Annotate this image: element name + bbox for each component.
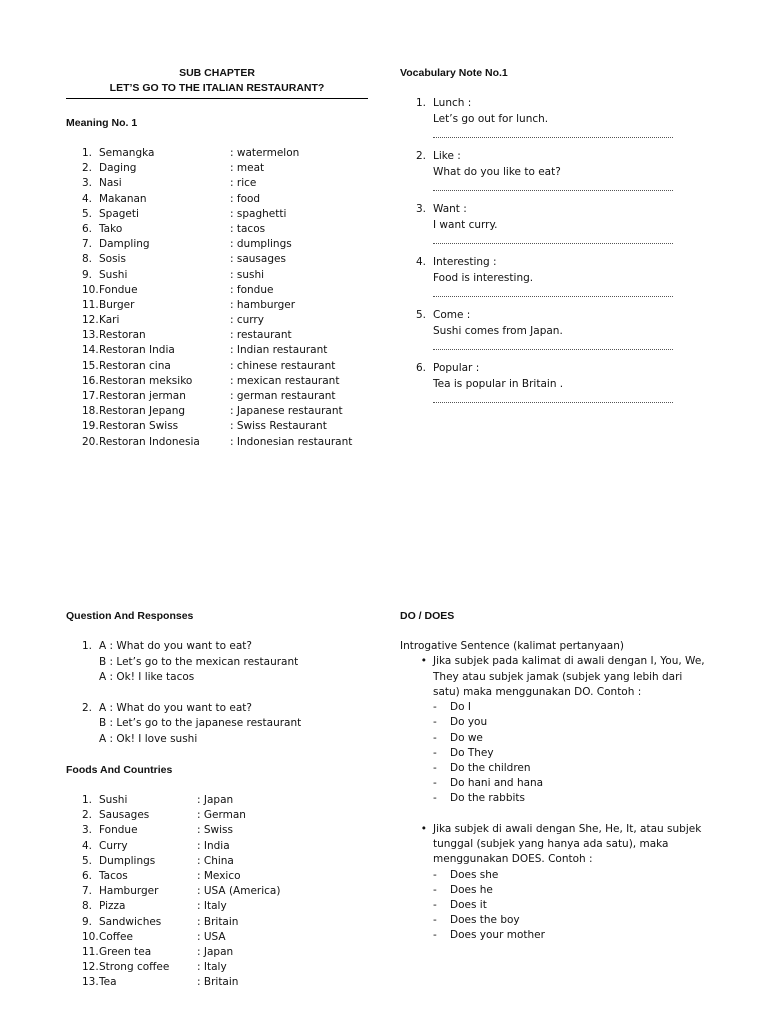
item-number: 11. xyxy=(82,298,99,311)
english-meaning: : Swiss Restaurant xyxy=(230,420,327,433)
country-name: : Italy xyxy=(197,961,227,974)
vocab-word-row xyxy=(400,308,720,324)
english-meaning: : sausages xyxy=(230,253,286,266)
item-number: 5. xyxy=(416,309,427,321)
example-item xyxy=(433,883,710,898)
indonesian-term: Restoran Indonesia xyxy=(99,435,200,448)
indonesian-term: Nasi xyxy=(99,177,122,190)
example-text: Do you xyxy=(450,716,488,729)
item-number xyxy=(66,716,99,732)
item-number: 12. xyxy=(82,961,99,974)
item-number: 14. xyxy=(82,344,99,357)
item-number xyxy=(66,655,99,671)
food-item xyxy=(66,899,371,914)
country-name: : USA xyxy=(197,930,226,943)
example-item xyxy=(433,731,710,746)
item-number: 7. xyxy=(82,238,93,251)
english-meaning: : german restaurant xyxy=(230,390,336,402)
answer-line xyxy=(433,341,673,350)
example-text: Does your mother xyxy=(450,929,545,942)
example-list xyxy=(433,700,710,806)
example-item xyxy=(433,761,710,776)
indonesian-term: Restoran cina xyxy=(99,359,171,372)
country-name: : Japan xyxy=(197,945,234,958)
english-meaning: : curry xyxy=(230,314,264,327)
food-item xyxy=(66,839,371,854)
indonesian-term: Semangka xyxy=(99,147,155,159)
indonesian-term: Restoran xyxy=(99,329,146,342)
dialogue-line: A : What do you want to eat? xyxy=(99,640,252,652)
example-item xyxy=(433,776,710,791)
header-block xyxy=(66,66,368,99)
item-number: 10. xyxy=(82,930,99,943)
dash-icon: - xyxy=(433,868,437,881)
vocab-item xyxy=(400,96,720,138)
country-name: : German xyxy=(197,809,246,822)
example-text: Do we xyxy=(450,731,483,744)
meaning-item xyxy=(66,343,371,358)
meaning-item xyxy=(66,252,371,267)
english-meaning: : hamburger xyxy=(230,298,296,311)
dash-icon: - xyxy=(433,898,437,911)
example-text: Does he xyxy=(450,883,493,896)
dialogue-line-row xyxy=(66,639,371,655)
item-number: 17. xyxy=(82,390,99,402)
item-number: 19. xyxy=(82,420,99,433)
indonesian-term: Dampling xyxy=(99,238,150,251)
dodoes-section xyxy=(400,609,710,944)
indonesian-term: Sosis xyxy=(99,253,126,266)
meaning-item xyxy=(66,298,371,313)
english-meaning: : food xyxy=(230,192,261,205)
bullet-icon: • xyxy=(420,822,427,835)
meaning-item xyxy=(66,146,371,161)
indonesian-term: Restoran Jepang xyxy=(99,405,186,418)
item-number: 2. xyxy=(82,701,93,714)
vocab-word-row xyxy=(400,255,720,271)
item-number: 11. xyxy=(82,945,99,958)
vocab-word: Interesting : xyxy=(433,256,497,268)
example-text: Does it xyxy=(450,898,487,911)
item-number: 4. xyxy=(82,839,93,852)
food-name: Sandwiches xyxy=(99,915,162,928)
dialogue xyxy=(66,701,371,748)
dialogue-line-row xyxy=(66,701,371,717)
item-number: 7. xyxy=(82,885,93,898)
sub-chapter-label: SUB CHAPTER xyxy=(179,67,255,79)
dialogue-line: A : Ok! I like tacos xyxy=(99,671,195,683)
item-number: 16. xyxy=(82,374,99,387)
meaning-item xyxy=(66,313,371,328)
example-text: Do the children xyxy=(450,762,531,774)
vocab-word: Lunch : xyxy=(433,97,472,109)
item-number: 3. xyxy=(416,203,427,215)
item-number: 9. xyxy=(82,268,93,281)
item-number: 12. xyxy=(82,314,99,327)
food-item xyxy=(66,793,371,808)
vocab-heading: Vocabulary Note No.1 xyxy=(400,67,508,79)
food-name: Green tea xyxy=(99,945,152,958)
indonesian-term: Sushi xyxy=(99,268,128,281)
food-name: Pizza xyxy=(99,900,126,913)
meaning-item xyxy=(66,161,371,176)
food-item xyxy=(66,854,371,869)
item-number: 13. xyxy=(82,329,99,342)
answer-line xyxy=(433,394,673,403)
item-number: 10. xyxy=(82,283,99,296)
country-name: : Britain xyxy=(197,915,239,928)
vocab-example: What do you like to eat? xyxy=(433,165,561,178)
indonesian-term: Fondue xyxy=(99,283,138,296)
example-item xyxy=(433,746,710,761)
dialogue-line: A : Ok! I love sushi xyxy=(99,732,198,745)
meaning-item xyxy=(66,374,371,389)
indonesian-term: Burger xyxy=(99,298,135,311)
item-number: 1. xyxy=(416,97,427,109)
answer-line xyxy=(433,182,673,191)
meaning-item xyxy=(66,359,371,374)
meaning-item xyxy=(66,268,371,283)
food-name: Coffee xyxy=(99,930,133,943)
item-number: 1. xyxy=(82,640,93,652)
dash-icon: - xyxy=(433,701,437,714)
country-name: : Japan xyxy=(197,794,234,806)
food-name: Tacos xyxy=(99,869,128,882)
food-name: Curry xyxy=(99,839,128,852)
country-name: : India xyxy=(197,839,230,852)
indonesian-term: Restoran India xyxy=(99,344,175,357)
dash-icon: - xyxy=(433,883,437,896)
meaning-item xyxy=(66,328,371,343)
dialogue-line-row xyxy=(66,670,371,686)
item-number: 8. xyxy=(82,900,93,913)
foods-section xyxy=(66,763,371,990)
dash-icon: - xyxy=(433,914,437,927)
meaning-item xyxy=(66,237,371,252)
food-item xyxy=(66,808,371,823)
dodoes-heading: DO / DOES xyxy=(400,610,455,622)
vocab-example: I want curry. xyxy=(433,218,498,231)
item-number: 1. xyxy=(82,794,93,806)
item-number: 8. xyxy=(82,253,93,266)
indonesian-term: Spageti xyxy=(99,207,139,220)
dialogue xyxy=(66,639,371,686)
answer-line xyxy=(433,129,673,138)
vocab-word-row xyxy=(400,202,720,218)
indonesian-term: Kari xyxy=(99,314,120,327)
qa-section xyxy=(66,609,371,747)
answer-line xyxy=(433,288,673,297)
vocab-item xyxy=(400,308,720,350)
example-text: Do I xyxy=(450,701,471,714)
dialogue-line: A : What do you want to eat? xyxy=(99,701,252,714)
country-name: : Mexico xyxy=(197,869,241,882)
chapter-title: LET’S GO TO THE ITALIAN RESTAURANT? xyxy=(66,81,368,99)
food-name: Tea xyxy=(99,976,117,989)
meaning-item xyxy=(66,404,371,419)
food-item xyxy=(66,975,371,990)
english-meaning: : fondue xyxy=(230,283,274,296)
indonesian-term: Tako xyxy=(99,222,123,235)
indonesian-term: Daging xyxy=(99,162,137,175)
answer-line xyxy=(433,235,673,244)
dialogue-line-row xyxy=(66,716,371,732)
food-item xyxy=(66,869,371,884)
vocab-word: Come : xyxy=(433,309,471,321)
bullet-icon: • xyxy=(420,655,427,668)
english-meaning: : tacos xyxy=(230,222,266,235)
food-item xyxy=(66,960,371,975)
foods-list xyxy=(66,793,371,990)
rule-text: Jika subjek di awali dengan She, He, It, atau subjek tunggal (subjek yang hanya ada satu), maka menggunakan DOES. Contoh : xyxy=(433,822,702,866)
vocab-item xyxy=(400,202,720,244)
item-number: 2. xyxy=(416,150,427,162)
item-number: 1. xyxy=(82,147,93,159)
dialogue-line: B : Let’s go to the mexican restaurant xyxy=(99,655,299,668)
meaning-section xyxy=(66,116,371,450)
example-text: Does the boy xyxy=(450,914,520,927)
item-number: 15. xyxy=(82,359,99,372)
item-number: 6. xyxy=(82,869,93,882)
item-number: 6. xyxy=(82,222,93,235)
vocab-word-row xyxy=(400,96,720,112)
meaning-item xyxy=(66,419,371,434)
example-item xyxy=(433,868,710,883)
example-list xyxy=(433,868,710,944)
rule-block xyxy=(400,822,710,944)
meaning-item xyxy=(66,176,371,191)
food-item xyxy=(66,884,371,899)
english-meaning: : Indonesian restaurant xyxy=(230,435,353,448)
dash-icon: - xyxy=(433,792,437,805)
english-meaning: : meat xyxy=(230,162,265,175)
example-text: Do hani and hana xyxy=(450,777,544,790)
country-name: : Britain xyxy=(197,976,239,989)
item-number: 18. xyxy=(82,405,99,418)
dialogue-line: B : Let’s go to the japanese restaurant xyxy=(99,717,302,729)
qa-list xyxy=(66,639,371,747)
vocab-example: Tea is popular in Britain . xyxy=(433,377,564,390)
vocab-section xyxy=(400,66,720,414)
food-name: Dumplings xyxy=(99,854,156,867)
country-name: : Italy xyxy=(197,900,227,913)
dash-icon: - xyxy=(433,929,437,942)
food-name: Strong coffee xyxy=(99,961,170,974)
rule-bullet xyxy=(400,654,710,700)
item-number: 3. xyxy=(82,177,93,190)
item-number: 5. xyxy=(82,854,93,867)
vocab-word: Like : xyxy=(433,150,461,162)
dialogue-line-row xyxy=(66,655,371,671)
indonesian-term: Restoran Swiss xyxy=(99,420,179,433)
indonesian-term: Restoran jerman xyxy=(99,390,186,402)
english-meaning: : dumplings xyxy=(230,238,292,251)
example-item xyxy=(433,791,710,806)
meaning-item xyxy=(66,435,371,450)
food-item xyxy=(66,915,371,930)
item-number: 3. xyxy=(82,824,93,837)
meaning-item xyxy=(66,283,371,298)
dash-icon: - xyxy=(433,777,437,790)
indonesian-term: Makanan xyxy=(99,192,147,205)
food-item xyxy=(66,930,371,945)
vocab-item xyxy=(400,149,720,191)
vocab-item xyxy=(400,255,720,297)
vocab-example: Sushi comes from Japan. xyxy=(433,324,563,337)
vocab-word-row xyxy=(400,149,720,165)
meaning-item xyxy=(66,389,371,404)
item-number: 4. xyxy=(82,192,93,205)
english-meaning: : chinese restaurant xyxy=(230,359,336,372)
food-name: Sausages xyxy=(99,809,150,822)
item-number: 2. xyxy=(82,162,93,175)
example-text: Does she xyxy=(450,868,499,881)
item-number: 9. xyxy=(82,915,93,928)
meaning-item xyxy=(66,222,371,237)
country-name: : China xyxy=(197,854,234,867)
dash-icon: - xyxy=(433,731,437,744)
vocab-word: Popular : xyxy=(433,362,480,374)
country-name: : USA (America) xyxy=(197,885,281,898)
food-name: Hamburger xyxy=(99,885,159,898)
english-meaning: : Indian restaurant xyxy=(230,344,328,357)
rule-bullet xyxy=(400,822,710,868)
vocab-list xyxy=(400,96,720,403)
item-number: 2. xyxy=(82,809,93,822)
example-text: Do the rabbits xyxy=(450,792,526,805)
english-meaning: : Japanese restaurant xyxy=(230,405,343,418)
dash-icon: - xyxy=(433,716,437,729)
english-meaning: : mexican restaurant xyxy=(230,374,340,387)
item-number: 13. xyxy=(82,976,99,989)
meaning-item xyxy=(66,207,371,222)
item-number xyxy=(66,732,99,748)
example-item xyxy=(433,715,710,730)
food-item xyxy=(66,945,371,960)
english-meaning: : spaghetti xyxy=(230,207,287,220)
vocab-example: Let’s go out for lunch. xyxy=(433,112,549,125)
food-name: Fondue xyxy=(99,824,138,837)
foods-heading: Foods And Countries xyxy=(66,764,173,776)
item-number: 20. xyxy=(82,435,99,448)
food-item xyxy=(66,823,371,838)
example-item xyxy=(433,700,710,715)
example-item xyxy=(433,913,710,928)
english-meaning: : restaurant xyxy=(230,329,292,342)
english-meaning: : watermelon xyxy=(230,147,300,159)
qa-heading: Question And Responses xyxy=(66,610,194,622)
rule-block xyxy=(400,654,710,806)
english-meaning: : rice xyxy=(230,177,257,190)
meaning-item xyxy=(66,192,371,207)
dash-icon: - xyxy=(433,746,437,759)
rule-text: Jika subjek pada kalimat di awali dengan I, You, We, They atau subjek jamak (subjek yang lebih dari satu) maka menggunakan DO. Contoh : xyxy=(433,655,705,698)
item-number: 5. xyxy=(82,207,93,220)
example-text: Do They xyxy=(450,746,494,759)
meaning-list xyxy=(66,146,371,450)
country-name: : Swiss xyxy=(197,824,233,837)
food-name: Sushi xyxy=(99,794,128,806)
meaning-heading: Meaning No. 1 xyxy=(66,117,138,129)
item-number: 4. xyxy=(416,256,427,268)
vocab-word-row xyxy=(400,361,720,377)
item-number: 6. xyxy=(416,362,427,374)
dodoes-intro: Introgative Sentence (kalimat pertanyaan) xyxy=(400,640,624,652)
example-item xyxy=(433,928,710,943)
dash-icon: - xyxy=(433,762,437,774)
indonesian-term: Restoran meksiko xyxy=(99,374,193,387)
dialogue-line-row xyxy=(66,732,371,748)
vocab-word: Want : xyxy=(433,203,467,215)
dodoes-bullets xyxy=(400,654,710,943)
example-item xyxy=(433,898,710,913)
item-number xyxy=(66,670,99,686)
english-meaning: : sushi xyxy=(230,268,265,281)
vocab-example: Food is interesting. xyxy=(433,271,534,284)
vocab-item xyxy=(400,361,720,403)
